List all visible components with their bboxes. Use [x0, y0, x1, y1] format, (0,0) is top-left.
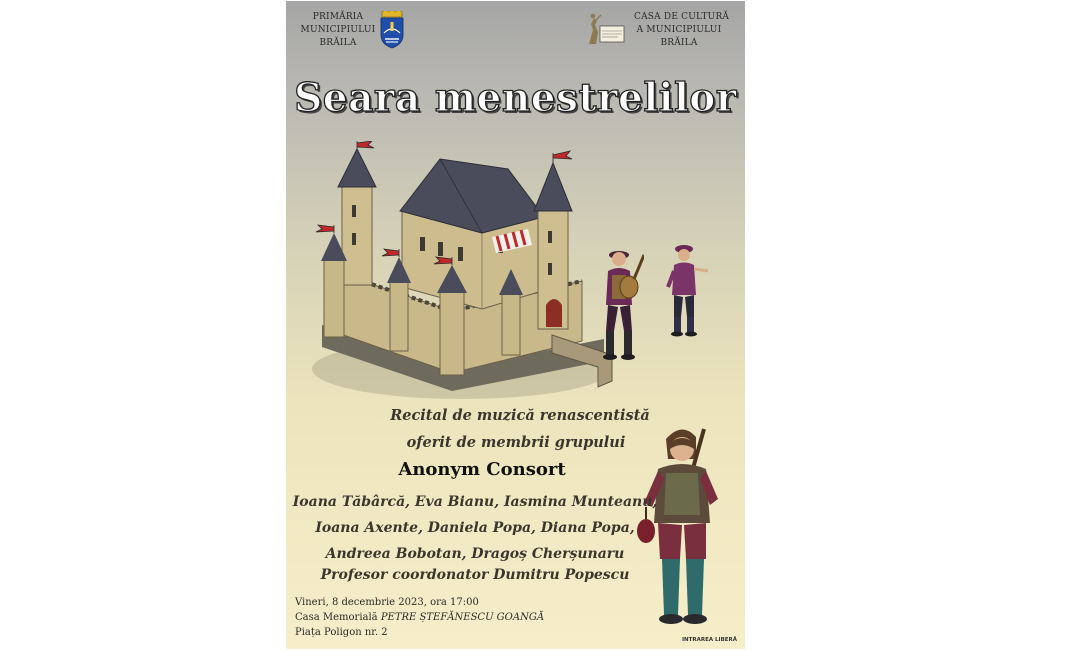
event-address: Piața Poligon nr. 2 — [295, 627, 388, 638]
members-list — [292, 489, 658, 567]
header-line: BRĂILA — [319, 38, 357, 48]
header-line: MUNICIPIULUI — [300, 25, 376, 35]
header-line: PRIMĂRIA — [312, 12, 364, 22]
event-details — [295, 595, 575, 640]
braila-coat-of-arms-icon — [379, 11, 405, 49]
members-line: Andreea Bobotan, Dragoș Cherșunaru — [325, 546, 625, 562]
members-line: Ioana Tăbârcă, Eva Bianu, Iasmina Munteanu, — [292, 494, 658, 510]
header-line: BRĂILA — [660, 38, 698, 48]
members-line: Ioana Axente, Daniela Popa, Diana Popa, — [315, 520, 635, 536]
primaria-header — [300, 11, 376, 50]
culture-house-statue-icon — [584, 12, 626, 46]
castle-illustration — [312, 141, 624, 413]
venue-name: PETRE ȘTEFĂNESCU GOANGĂ — [380, 612, 545, 623]
event-venue — [295, 610, 575, 625]
venue-prefix: Casa Memorială — [295, 612, 381, 623]
header-line: A MUNICIPIULUI — [636, 25, 722, 35]
casa-cultura-header — [634, 11, 730, 50]
poster — [286, 1, 745, 649]
group-name: Anonym Consort — [398, 459, 566, 480]
header-line: CASA DE CULTURĂ — [634, 12, 730, 22]
recital-line: Recital de muzică renascentistă — [390, 407, 650, 424]
free-entry-note: INTRAREA LIBERĂ — [682, 637, 738, 643]
singer-illustration — [662, 241, 712, 337]
coordinator-line: Profesor coordonator Dumitru Popescu — [320, 567, 630, 583]
poster-title: Seara menestrelilor — [294, 75, 737, 121]
lute-player-illustration — [594, 241, 644, 361]
event-datetime: Vineri, 8 decembrie 2023, ora 17:00 — [295, 597, 479, 608]
offered-by-line: oferit de membrii grupului — [406, 434, 626, 451]
